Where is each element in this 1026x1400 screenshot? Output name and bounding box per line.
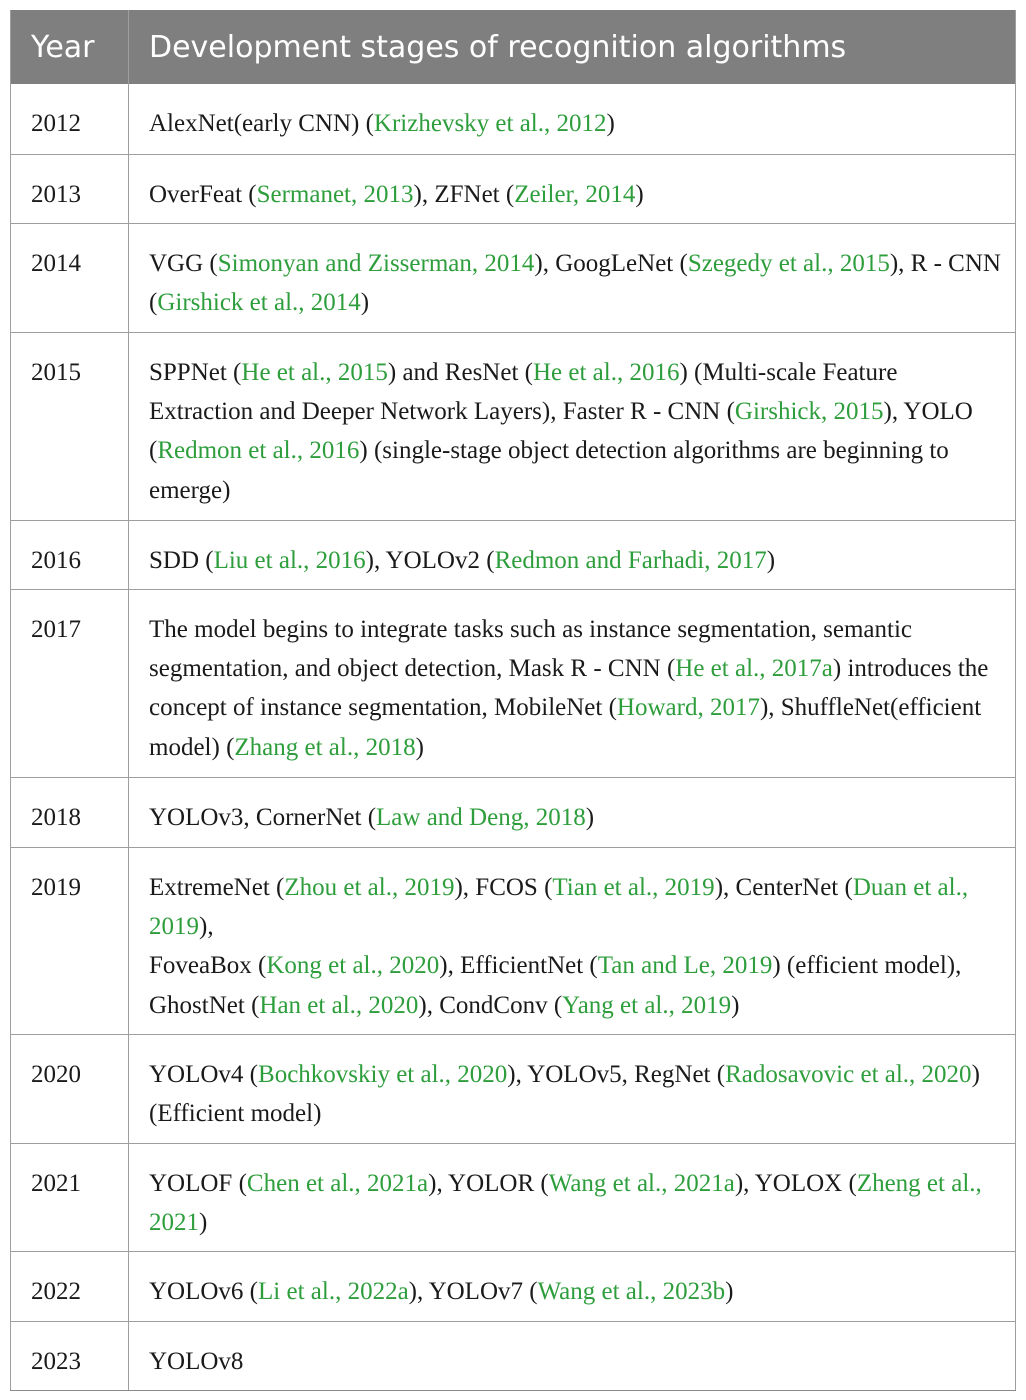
citation-link[interactable]: Girshick et al., 2014 [157, 288, 361, 316]
citation-link[interactable]: He et al., 2017a [675, 654, 833, 682]
table-container [10, 10, 1015, 1391]
stage-text: ) [766, 546, 776, 574]
year-cell: 2013 [11, 154, 129, 223]
stages-cell [129, 154, 1016, 223]
table-row [11, 1034, 1016, 1143]
citation-link[interactable]: Tan and Le, 2019 [597, 952, 773, 980]
stage-text: YOLOv8 [149, 1347, 244, 1375]
citation-link[interactable]: He et al., 2016 [532, 358, 680, 386]
table-row [11, 332, 1016, 520]
table-row [11, 1321, 1016, 1390]
stage-text: ), YOLO ( [149, 397, 973, 465]
stage-text: ), CondConv ( [418, 991, 563, 1019]
stage-text: ) and ResNet ( [387, 358, 533, 386]
table-row [11, 1143, 1016, 1251]
citation-link[interactable]: Kong et al., 2020 [266, 952, 440, 980]
algorithm-timeline-table [10, 10, 1016, 1391]
stage-text: ExtremeNet ( [149, 873, 285, 901]
stage-text: ), R - CNN ( [149, 249, 1001, 316]
stage-text: ) (Multi-scale Feature Extraction and Deeper Network Layers), Faster R - CNN ( [149, 358, 898, 425]
table-row [11, 84, 1016, 154]
stage-text: ) (efficient model), GhostNet ( [149, 952, 962, 1019]
year-cell: 2015 [11, 332, 129, 520]
citation-link[interactable]: Bochkovskiy et al., 2020 [258, 1060, 508, 1088]
stage-text: ) [585, 803, 595, 831]
stage-text: SPPNet ( [149, 358, 242, 386]
stage-text: ), EfficientNet ( [439, 952, 598, 980]
stage-text: YOLOv6 ( [149, 1277, 259, 1305]
table-row [11, 847, 1016, 1034]
year-cell: 2018 [11, 777, 129, 847]
citation-link[interactable]: Redmon et al., 2016 [157, 437, 360, 465]
citation-link[interactable]: Zheng et al., 2021 [149, 1169, 982, 1236]
stage-text: ) [415, 733, 424, 761]
stage-text: YOLOF ( [149, 1169, 247, 1197]
year-cell: 2012 [11, 84, 129, 154]
stage-text: ) (Efficient model) [149, 1060, 980, 1127]
stage-text: ), [199, 912, 214, 940]
stages-cell [129, 1321, 1016, 1390]
citation-link[interactable]: Wang et al., 2021a [548, 1169, 735, 1197]
stage-text: ) [606, 110, 615, 137]
stage-text: ), ShuffleNet(efficient model) ( [149, 694, 982, 761]
citation-link[interactable]: Girshick, 2015 [734, 397, 884, 425]
stages-cell [129, 1143, 1016, 1251]
citation-link[interactable]: He et al., 2015 [241, 358, 388, 386]
stage-text: VGG ( [149, 249, 218, 277]
year-cell: 2019 [11, 847, 129, 1034]
table-body [11, 84, 1016, 1390]
citation-link[interactable]: Law and Deng, 2018 [376, 803, 586, 831]
year-cell: 2014 [11, 223, 129, 332]
year-cell: 2023 [11, 1321, 129, 1390]
stage-text: YOLOv3, CornerNet ( [149, 803, 377, 831]
citation-link[interactable]: Li et al., 2022a [258, 1277, 409, 1305]
header-year: Year [11, 10, 129, 84]
stages-cell [129, 332, 1016, 520]
stages-cell [129, 84, 1016, 154]
table-row [11, 1251, 1016, 1321]
table-row [11, 154, 1016, 223]
stage-text: ), GoogLeNet ( [534, 249, 688, 277]
stage-text: ) [635, 180, 644, 208]
stage-text: OverFeat ( [149, 180, 257, 208]
year-cell: 2016 [11, 520, 129, 589]
year-cell: 2022 [11, 1251, 129, 1321]
stages-cell [129, 223, 1016, 332]
stage-text: ), CenterNet ( [714, 873, 853, 901]
stage-text: ), YOLOX ( [734, 1169, 857, 1197]
citation-link[interactable]: Zeiler, 2014 [514, 180, 636, 208]
citation-link[interactable]: Chen et al., 2021a [246, 1169, 429, 1197]
year-cell: 2020 [11, 1034, 129, 1143]
stage-text: ) (single-stage object detection algorithms are beginning to emerge) [149, 437, 949, 504]
stage-text: ), ZFNet ( [413, 180, 515, 208]
stage-text: ), YOLOv5, RegNet ( [507, 1060, 726, 1088]
stage-text: FoveaBox ( [149, 952, 267, 980]
header-stages: Development stages of recognition algorithms [129, 10, 1016, 84]
table-row [11, 777, 1016, 847]
citation-link[interactable]: Han et al., 2020 [259, 991, 419, 1019]
stage-text: ), YOLOv2 ( [365, 546, 495, 574]
stage-text: ), YOLOv7 ( [408, 1277, 538, 1305]
stage-text: SDD ( [149, 546, 214, 574]
table-header-row [11, 10, 1016, 84]
stage-text: ), FCOS ( [454, 873, 553, 901]
citation-link[interactable]: Liu et al., 2016 [213, 546, 366, 574]
citation-link[interactable]: Radosavovic et al., 2020 [725, 1060, 972, 1088]
citation-link[interactable]: Tian et al., 2019 [552, 873, 715, 901]
citation-link[interactable]: Szegedy et al., 2015 [687, 249, 890, 277]
citation-link[interactable]: Howard, 2017 [616, 694, 760, 722]
citation-link[interactable]: Zhou et al., 2019 [284, 873, 455, 901]
year-cell: 2017 [11, 589, 129, 777]
stage-text: ) [725, 1277, 734, 1305]
stages-cell [129, 1251, 1016, 1321]
stage-text: AlexNet(early CNN) ( [149, 110, 374, 137]
stage-text: ) [199, 1208, 208, 1236]
citation-link[interactable]: Wang et al., 2023b [537, 1277, 726, 1305]
citation-link[interactable]: Yang et al., 2019 [562, 991, 732, 1019]
citation-link[interactable]: Sermanet, 2013 [256, 180, 414, 208]
stage-text: YOLOv4 ( [149, 1060, 259, 1088]
citation-link[interactable]: Duan et al., 2019 [149, 873, 969, 940]
stages-cell [129, 520, 1016, 589]
year-cell: 2021 [11, 1143, 129, 1251]
stage-text: ) introduces the concept of instance segmentation, MobileNet ( [149, 654, 989, 722]
citation-link[interactable]: Simonyan and Zisserman, 2014 [217, 249, 535, 277]
stages-cell [129, 1034, 1016, 1143]
stage-text: ) [360, 288, 370, 316]
stage-text: ) [731, 991, 740, 1019]
stages-cell [129, 847, 1016, 1034]
table-row [11, 520, 1016, 589]
table-row [11, 589, 1016, 777]
citation-link[interactable]: Redmon and Farhadi, 2017 [494, 546, 767, 574]
table-row [11, 223, 1016, 332]
stage-text: ), YOLOR ( [428, 1169, 549, 1197]
stages-cell [129, 777, 1016, 847]
citation-link[interactable]: Zhang et al., 2018 [234, 733, 416, 761]
citation-link[interactable]: Krizhevsky et al., 2012 [373, 110, 607, 137]
stages-cell [129, 589, 1016, 777]
stage-text: The model begins to integrate tasks such as instance segmentation, semantic segmentation, and object detection, Mask R - CNN ( [149, 615, 912, 682]
